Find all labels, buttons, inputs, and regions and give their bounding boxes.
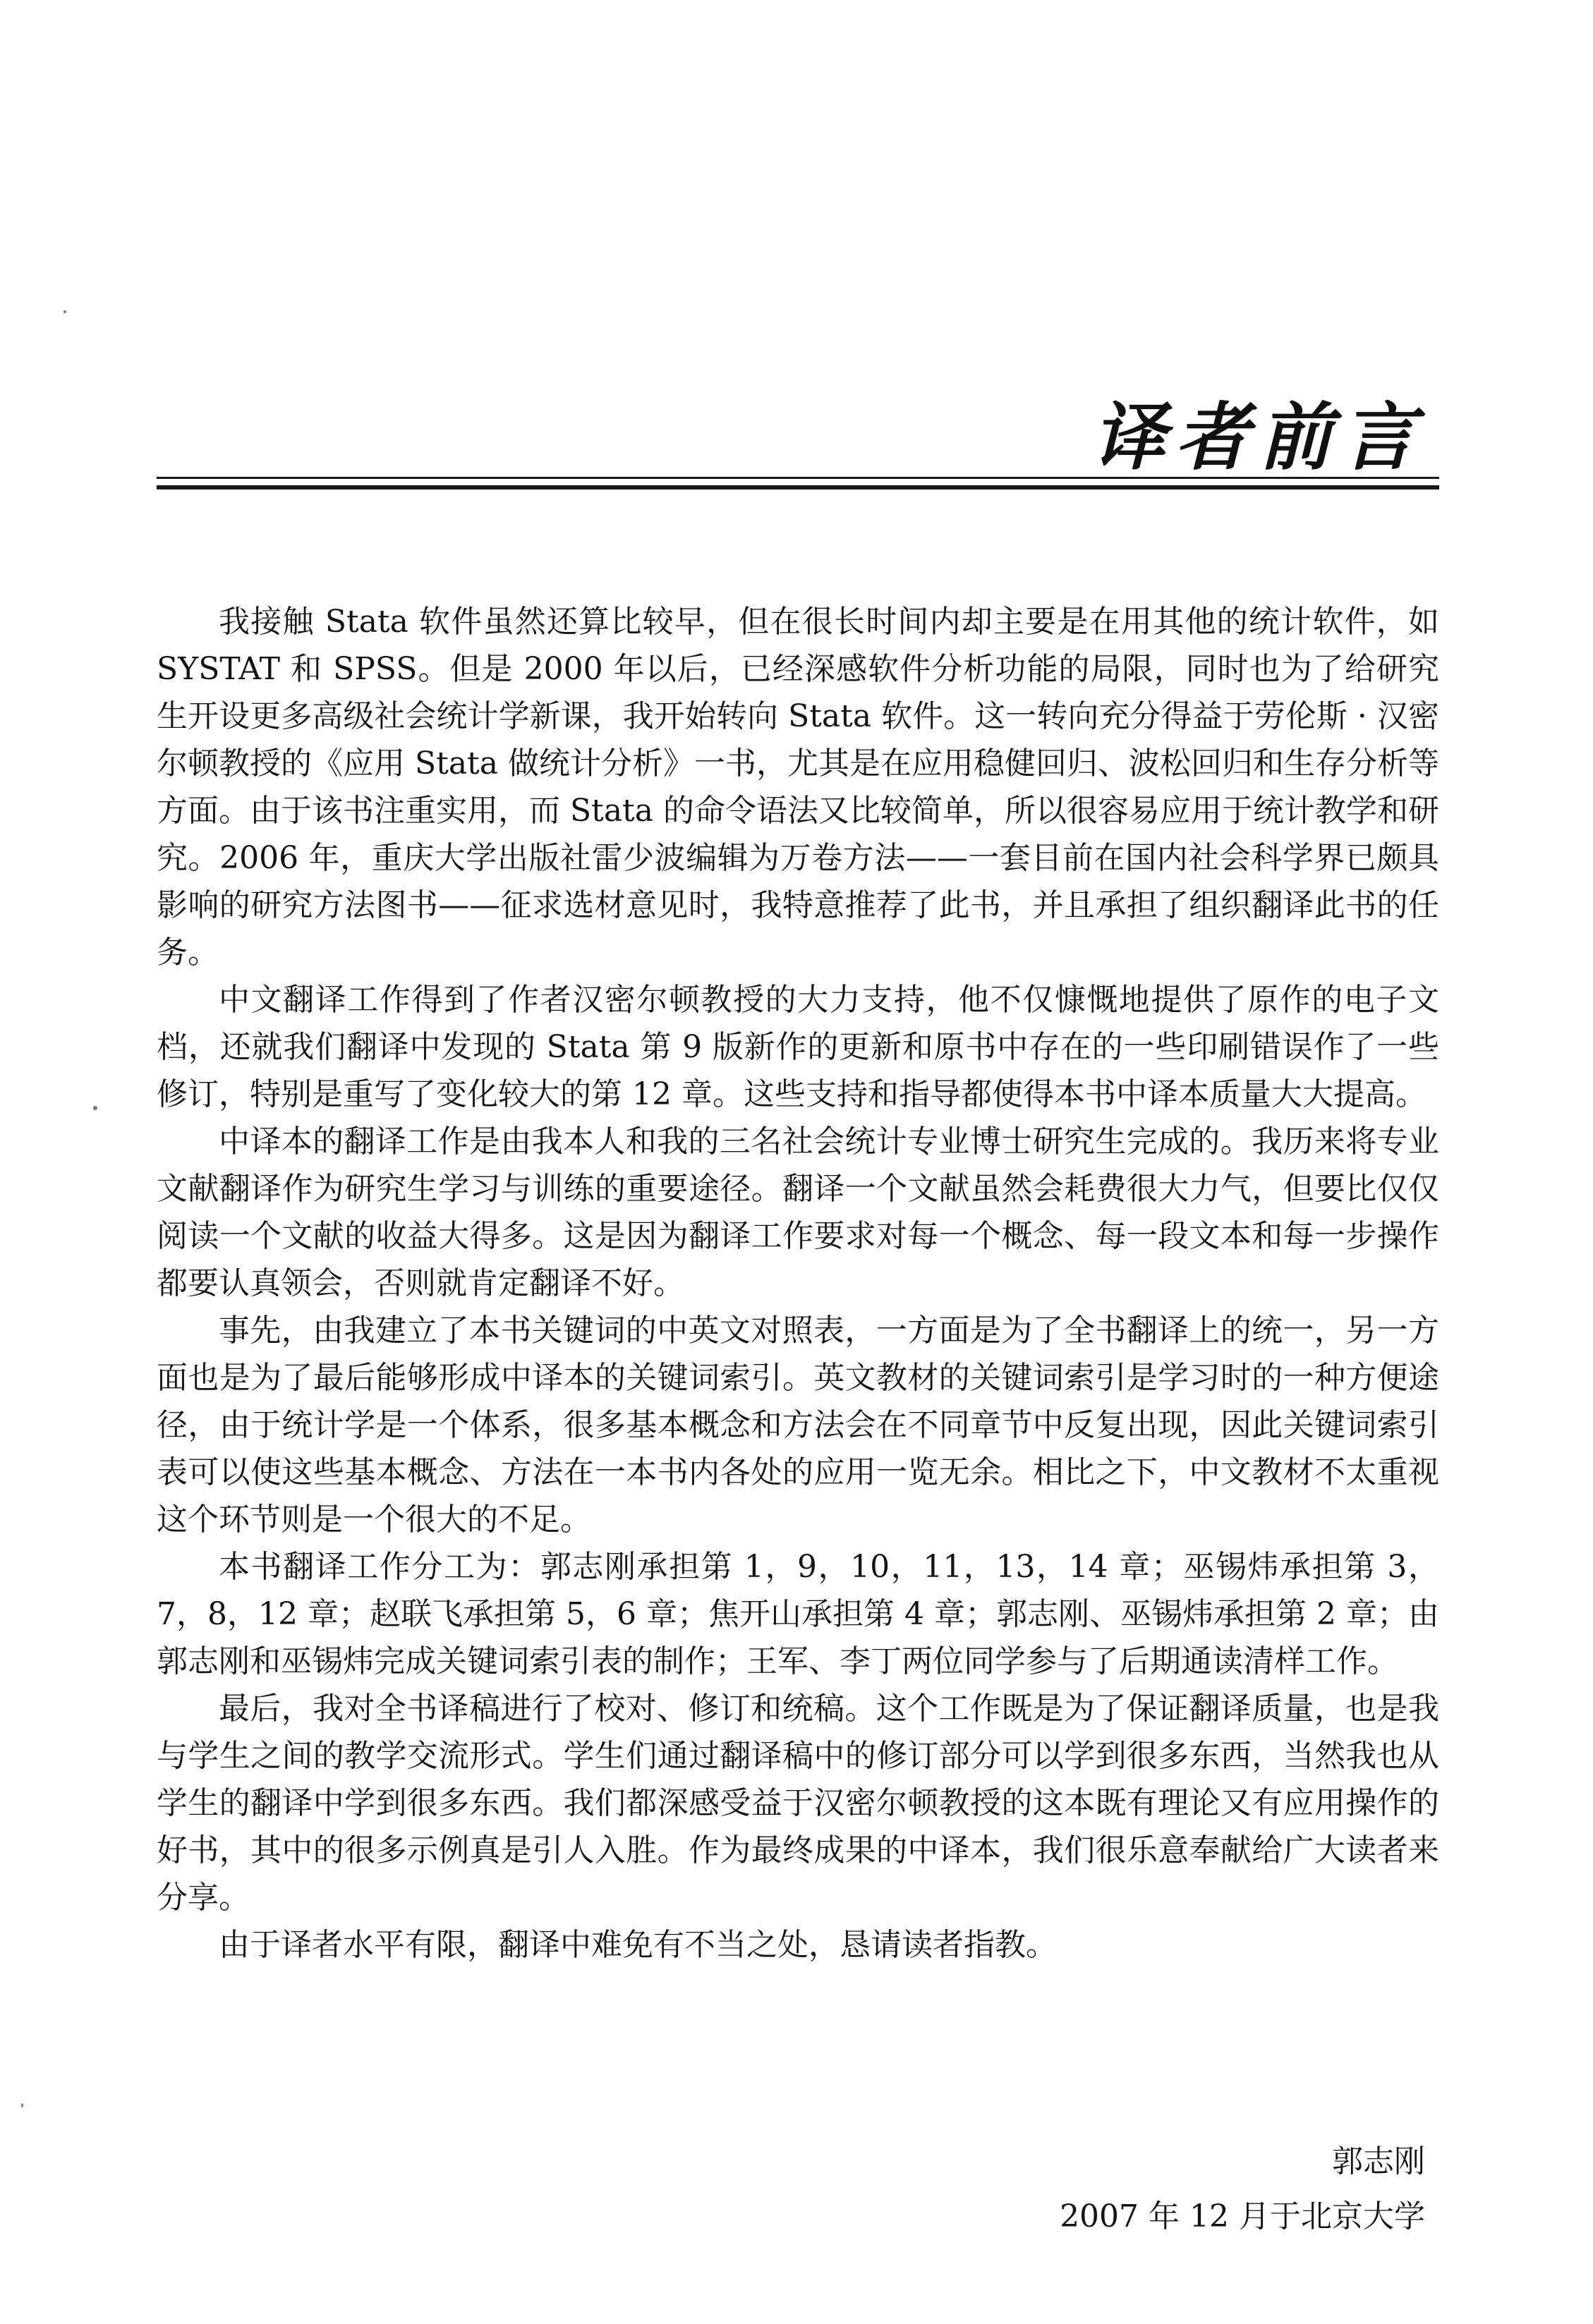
scan-speck: [63, 310, 66, 313]
paragraph-1: 我接触 Stata 软件虽然还算比较早，但在很长时间内却主要是在用其他的统计软件，如 SYSTAT 和 SPSS。但是 2000 年以后，已经深感软件分析功能的局限，同时也为了给研究生开设更多高级社会统计学新课，我开始转向 Stata 软件。这一转向充分得益于劳伦斯 · 汉密尔顿教授的《应用 Stata 做统计分析》一书，尤其是在应用稳健回归、波松回归和生存分析等方面。由于该书注重实用，而 Stata 的命令语法又比较简单，所以很容易应用于统计教学和研究。2006 年，重庆大学出版社雷少波编辑为万卷方法——一套目前在国内社会科学界已颇具影响的研究方法图书——征求选材意见时，我特意推荐了此书，并且承担了组织翻译此书的任务。: [157, 604, 1439, 971]
paragraph-7: 由于译者水平有限，翻译中难免有不当之处，恳请读者指教。: [219, 1927, 1057, 1963]
signature-name: 郭志刚: [1332, 2143, 1425, 2179]
title-rule-thin: [157, 477, 1439, 479]
preface-body: [157, 598, 1439, 1969]
title-rule-thick: [157, 485, 1439, 489]
signature-date: 2007 年 12 月于北京大学: [1060, 2198, 1425, 2234]
paragraph-3: 中译本的翻译工作是由我本人和我的三名社会统计专业博士研究生完成的。我历来将专业文献翻译作为研究生学习与训练的重要途径。翻译一个文献虽然会耗费很大力气，但要比仅仅阅读一个文献的收益大得多。这是因为翻译工作要求对每一个概念、每一段文本和每一步操作都要认真领会，否则就肯定翻译不好。: [157, 1124, 1439, 1301]
paragraph-6: 最后，我对全书译稿进行了校对、修订和统稿。这个工作既是为了保证翻译质量，也是我与学生之间的教学交流形式。学生们通过翻译稿中的修订部分可以学到很多东西，当然我也从学生的翻译中学到很多东西。我们都深感受益于汉密尔顿教授的这本既有理论又有应用操作的好书，其中的很多示例真是引人入胜。作为最终成果的中译本，我们很乐意奉献给广大读者来分享。: [157, 1691, 1439, 1916]
scan-speck: [21, 2103, 23, 2107]
paragraph-5: 本书翻译工作分工为：郭志刚承担第 1，9，10，11，13，14 章；巫锡炜承担第 3，7，8，12 章；赵联飞承担第 5，6 章；焦开山承担第 4 章；郭志刚、巫锡炜承担第 2 章；由郭志刚和巫锡炜完成关键词索引表的制作；王军、李丁两位同学参与了后期通读清样工作。: [157, 1549, 1439, 1679]
page-title: 译者前言: [1091, 394, 1425, 480]
paragraph-4: 事先，由我建立了本书关键词的中英文对照表，一方面是为了全书翻译上的统一，另一方面也是为了最后能够形成中译本的关键词索引。英文教材的关键词索引是学习时的一种方便途径，由于统计学是一个体系，很多基本概念和方法会在不同章节中反复出现，因此关键词索引表可以使这些基本概念、方法在一本书内各处的应用一览无余。相比之下，中文教材不太重视这个环节则是一个很大的不足。: [157, 1313, 1439, 1538]
paragraph-2: 中文翻译工作得到了作者汉密尔顿教授的大力支持，他不仅慷慨地提供了原作的电子文档，还就我们翻译中发现的 Stata 第 9 版新作的更新和原书中存在的一些印刷错误作了一些修订，特别是重写了变化较大的第 12 章。这些支持和指导都使得本书中译本质量大大提高。: [157, 982, 1439, 1112]
signature-block: [1060, 2134, 1425, 2244]
scan-speck: [93, 1106, 97, 1110]
